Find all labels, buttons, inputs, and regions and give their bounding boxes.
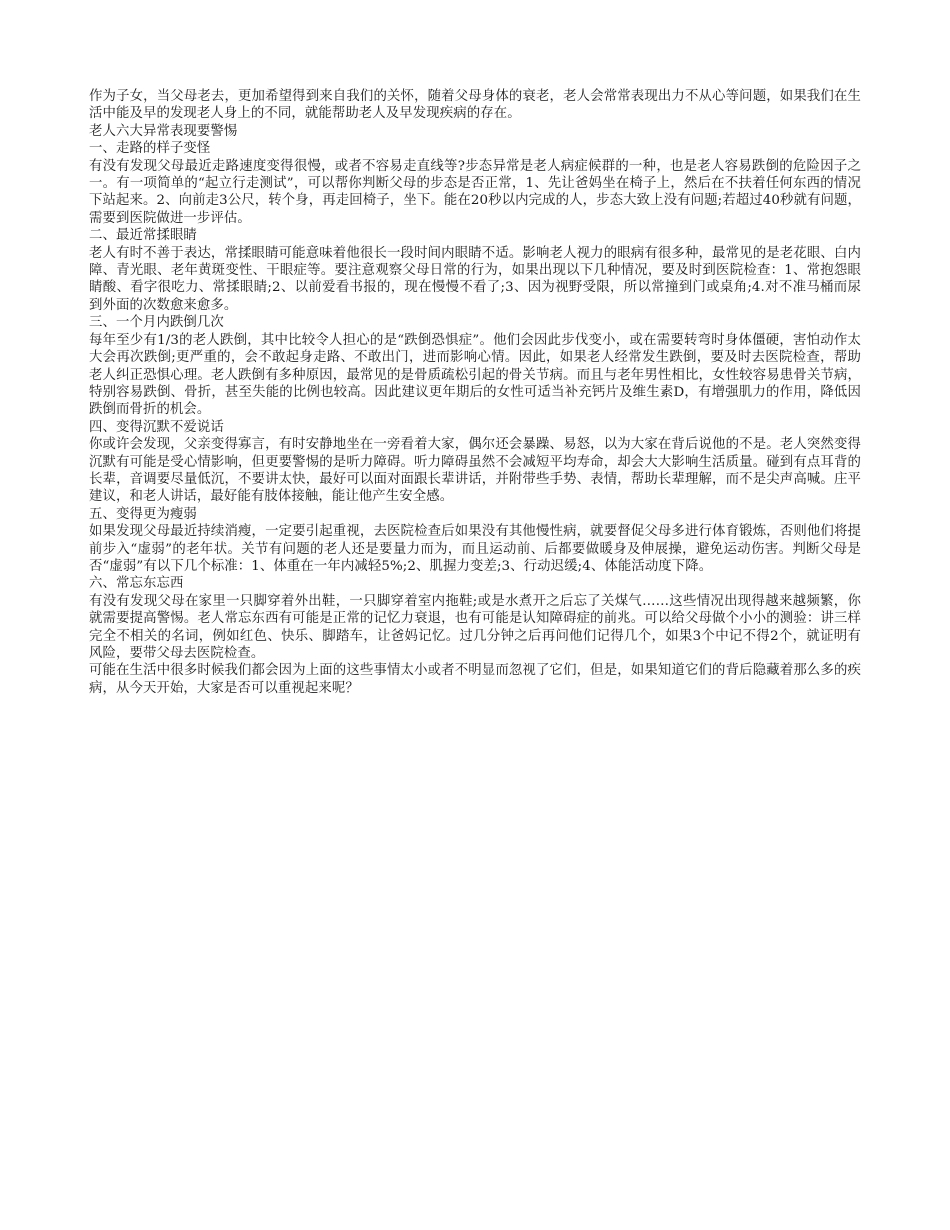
section-body: 如果发现父母最近持续消瘦，一定要引起重视，去医院检查后如果没有其他慢性病，就要督促父母多进行体育锻炼，否则他们将提前步入“虚弱”的老年状。关节有问题的老人还是要量力而为，而且运动前、后都要做暖身及伸展操，避免运动伤害。判断父母是否“虚弱”有以下几个标准：1、体重在一年内减轻5%;2、肌握力变差;3、行动迟缓;4、体能活动度下降。 (89, 524, 861, 574)
conclusion-paragraph: 可能在生活中很多时候我们都会因为上面的这些事情太小或者不明显而忽视了它们，但是，如果知道它们的背后隐藏着那么多的疾病，从今天开始，大家是否可以重视起来呢？ (89, 663, 861, 696)
intro-paragraph: 作为子女，当父母老去，更加希望得到来自我们的关怀，随着父母身体的衰老，老人会常常表现出力不从心等问题，如果我们在生活中能及早的发现老人身上的不同，就能帮助老人及早发现疾病的存在。 (89, 89, 861, 122)
section-body: 每年至少有1/3的老人跌倒，其中比较令人担心的是“跌倒恐惧症”。他们会因此步伐变小，或在需要转弯时身体僵硬，害怕动作太大会再次跌倒;更严重的，会不敢起身走路、不敢出门，进而影响心情。因此，如果老人经常发生跌倒，要及时去医院检查，帮助老人纠正恐惧心理。老人跌倒有多种原因，最常见的是骨质疏松引起的骨关节病。而且与老年男性相比，女性较容易患骨关节病，特别容易跌倒、骨折，甚至失能的比例也较高。因此建议更年期后的女性可适当补充钙片及维生素D，有增强肌力的作用，降低因跌倒而骨折的机会。 (89, 332, 861, 418)
section-heading: 四、变得沉默不爱说话 (89, 419, 224, 435)
section-body: 有没有发现父母最近走路速度变得很慢，或者不容易走直线等?步态异常是老人病症候群的一种，也是老人容易跌倒的危险因子之一。有一项简单的“起立行走测试”，可以帮你判断父母的步态是否正常，1、先让爸妈坐在椅子上，然后在不扶着任何东西的情况下站起来。2、向前走3公尺，转个身，再走回椅子，坐下。能在20秒以内完成的人，步态大致上没有问题;若超过40秒就有问题，需要到医院做进一步评估。 (89, 158, 861, 226)
section-heading: 一、走路的样子变怪 (89, 141, 211, 157)
article (89, 88, 861, 697)
section-heading: 五、变得更为瘦弱 (89, 506, 197, 522)
section-heading: 三、一个月内跌倒几次 (89, 315, 224, 331)
section-heading: 六、常忘东忘西 (89, 576, 184, 592)
section-body: 老人有时不善于表达，常揉眼睛可能意味着他很长一段时间内眼睛不适。影响老人视力的眼病有很多种，最常见的是老花眼、白内障、青光眼、老年黄斑变性、干眼症等。要注意观察父母日常的行为，如果出现以下几种情况，要及时到医院检查：1、常抱怨眼睛酸、看字很吃力、常揉眼睛;2、以前爱看书报的，现在慢慢不看了;3、因为视野受限，所以常撞到门或桌角;4.对不准马桶而尿到外面的次数愈来愈多。 (89, 245, 861, 313)
section-body: 你或许会发现，父亲变得寡言，有时安静地坐在一旁看着大家，偶尔还会暴躁、易怒，以为大家在背后说他的不是。老人突然变得沉默有可能是受心情影响，但更要警惕的是听力障碍。听力障碍虽然不会减短平均寿命，却会大大影响生活质量。碰到有点耳背的长辈，音调要尽量低沉，不要讲太快，最好可以面对面跟长辈讲话，并附带些手势、表情，帮助长辈理解，而不是尖声高喊。庄平建议，和老人讲话，最好能有肢体接触，能让他产生安全感。 (89, 437, 861, 505)
main-heading: 老人六大异常表现要警惕 (89, 123, 238, 139)
section-heading: 二、最近常揉眼睛 (89, 228, 197, 244)
section-body: 有没有发现父母在家里一只脚穿着外出鞋，一只脚穿着室内拖鞋;或是水煮开之后忘了关煤气……这些情况出现得越来越频繁，你就需要提高警惕。老人常忘东西有可能是正常的记忆力衰退，也有可能是认知障碍症的前兆。可以给父母做个小小的测验：讲三样完全不相关的名词，例如红色、快乐、脚踏车，让爸妈记忆。过几分钟之后再问他们记得几个，如果3个中记不得2个，就证明有风险，要带父母去医院检查。 (89, 593, 861, 661)
